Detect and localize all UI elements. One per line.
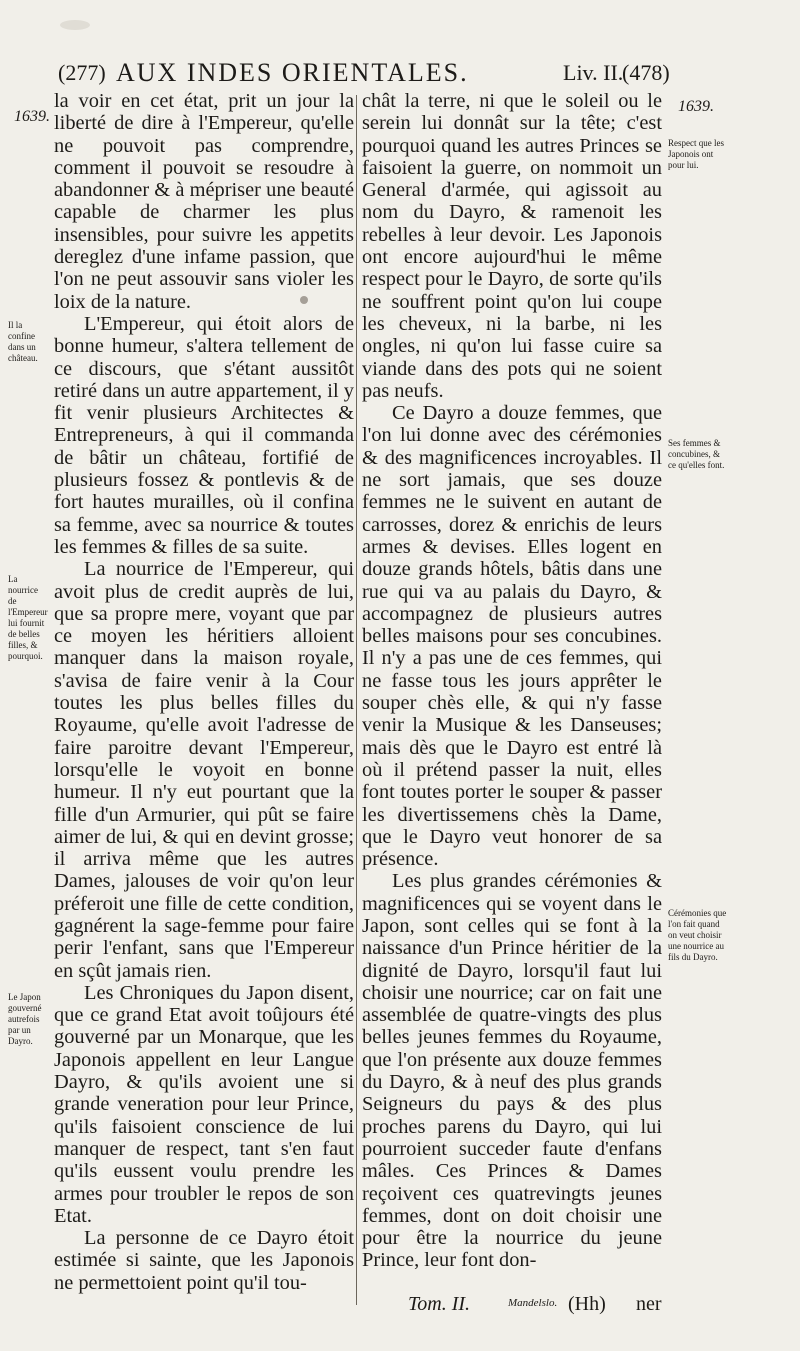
margin-year-right: 1639. [678, 98, 714, 115]
sheet-signature: (Hh) [568, 1293, 606, 1315]
running-header [48, 58, 688, 94]
right-column [362, 90, 662, 1272]
paragraph: La nourrice de l'Empereur, qui avoit plus de credit auprès de lui, que sa propre mere, voyant que par ce moyen les héritiers alloient manquer dans la maison royale, s'avisa de faire venir à la Cour toutes les plus belles filles du Royaume, qu'elle avoit l'adresse de faire paroitre devant l'Empereur, lorsqu'elle le voyoit en bonne humeur. Il n'y eut pourtant que la fille d'un Armurier, qui pût se faire aimer de lui, & qui en devint grosse; il arriva même que les autres Dames, jalouses de voir qu'on leur préferoit une fille de cette condition, gagnérent la sage-femme pour faire perir l'enfant, sans que l'Empereur en sçût jamais rien. [54, 558, 354, 982]
paper-stain [60, 20, 90, 30]
running-title: AUX INDES ORIENTALES. [116, 58, 469, 87]
margin-note-right: Respect que les Japonois ont pour lui. [668, 138, 724, 170]
paragraph: L'Empereur, qui étoit alors de bonne humeur, s'altera tellement de ce discours, que s'étant aussitôt retiré dans un autre appartement, il y fit venir plusieurs Architectes & Entrepreneurs, à qui il commanda de bâtir un château, fortifié de plusieurs fossez & pontlevis & de fort hautes murailles, où il confina sa femme, avec sa nourrice & toutes les femmes & filles de sa suite. [54, 312, 354, 558]
paragraph: Les Chroniques du Japon disent, que ce grand Etat avoit toûjours été gouverné par un Monarque, que les Japonois appellent en leur Langue Dayro, & qu'ils avoient une si grande veneration pour leur Prince, qu'ils faisoient conscience de lui manquer de respect, tant s'en faut qu'ils eussent voulu prendre les armes pour troubler le repos de son Etat. [54, 981, 354, 1227]
paragraph: la voir en cet état, prit un jour la liberté de dire à l'Empereur, qu'elle ne pouvoit pas comprendre, comment il pouvoit se resoudre à abandonner & à mépriser une beauté capable de charmer les plus insensibles, pour suivre les appetits dereglez d'une infame passion, que l'on ne peut assouvir sans violer les loix de la nature. [54, 90, 354, 313]
paragraph: La personne de ce Dayro étoit estimée si sainte, que les Japonois ne permettoient point qu'il tou- [54, 1227, 354, 1294]
margin-year-left: 1639. [14, 108, 50, 125]
volume-mark: Tom. II. [408, 1293, 471, 1315]
book-number: Liv. II. [563, 60, 624, 85]
margin-note-right: Cérémonies que l'on fait quand on veut choisir une nourrice au fils du Dayro. [668, 908, 727, 962]
paragraph: Les plus grandes cérémonies & magnificences qui se voyent dans le Japon, sont celles qui se font à la naissance d'un Prince héritier de la dignité de Dayro, lorsqu'il faut lui choisir une nourrice; car on fait une assemblée de quatre-vingts des plus belles jeunes femmes du Royaume, que l'on présente aux douze femmes du Dayro, & à neuf des plus grands Seigneurs du pays & des plus proches parens du Dayro, qui lui pourroient succeder faute d'enfans mâles. Ces Princes & Dames reçoivent ces quatrevingts jeunes femmes, dont on doit choisir une pour être la nourrice du jeune Prince, leur font don- [362, 870, 662, 1272]
column-divider [356, 95, 357, 1305]
left-column [54, 90, 354, 1294]
paragraph: chât la terre, ni que le soleil ou le serein lui donnât sur la tête; c'est pourquoi quand les autres Princes se faisoient la guerre, on nommoit un General d'armée, qui agissoit au nom du Dayro, & ramenoit les rebelles à leur devoir. Les Japonois ont encore aujourd'hui le même respect pour le Dayro, de sorte qu'ils ne souffrent point qu'on lui coupe les cheveux, ni la barbe, ni les ongles, ni qu'on lui fasse cuire sa viande dans des pots qui ne soient pas neufs. [362, 90, 662, 402]
author-signature: Mandelslo. [508, 1297, 558, 1309]
margin-note-left: La nourrice de l'Empereur lui fournit de belles filles, & pourquoi. [8, 574, 48, 661]
margin-note-left: Le Japon gouverné autrefois par un Dayro. [8, 992, 42, 1046]
page-footer [408, 1293, 678, 1323]
catchword: ner [636, 1293, 662, 1315]
margin-note-left: Il la confine dans un château. [8, 320, 38, 363]
right-page-number: (478) [622, 60, 670, 85]
margin-note-right: Ses femmes & concubines, & ce qu'elles font. [668, 438, 725, 470]
paragraph: Ce Dayro a douze femmes, que l'on lui donne avec des cérémonies & des magnificences incroyables. Il ne sort jamais, que ses douze femmes ne le suivent en autant de carrosses, dorez & enrichis de leurs armes & devises. Elles logent en douze grands hôtels, bâtis dans une rue qui va au palais du Dayro, & accompagnez de plusieurs autres belles maisons pour ses concubines. Il n'y a pas une de ces femmes, qui ne fasse tous les jours apprêter le souper chès elle, & qui n'y fasse venir la Musique & les Danseuses; mais dès que le Dayro est entré là où il prétend passer la nuit, elles font toutes porter le souper & passer les divertissemens chès la Dame, que le Dayro veut honorer de sa présence. [362, 402, 662, 871]
left-page-number: (277) [58, 60, 106, 85]
